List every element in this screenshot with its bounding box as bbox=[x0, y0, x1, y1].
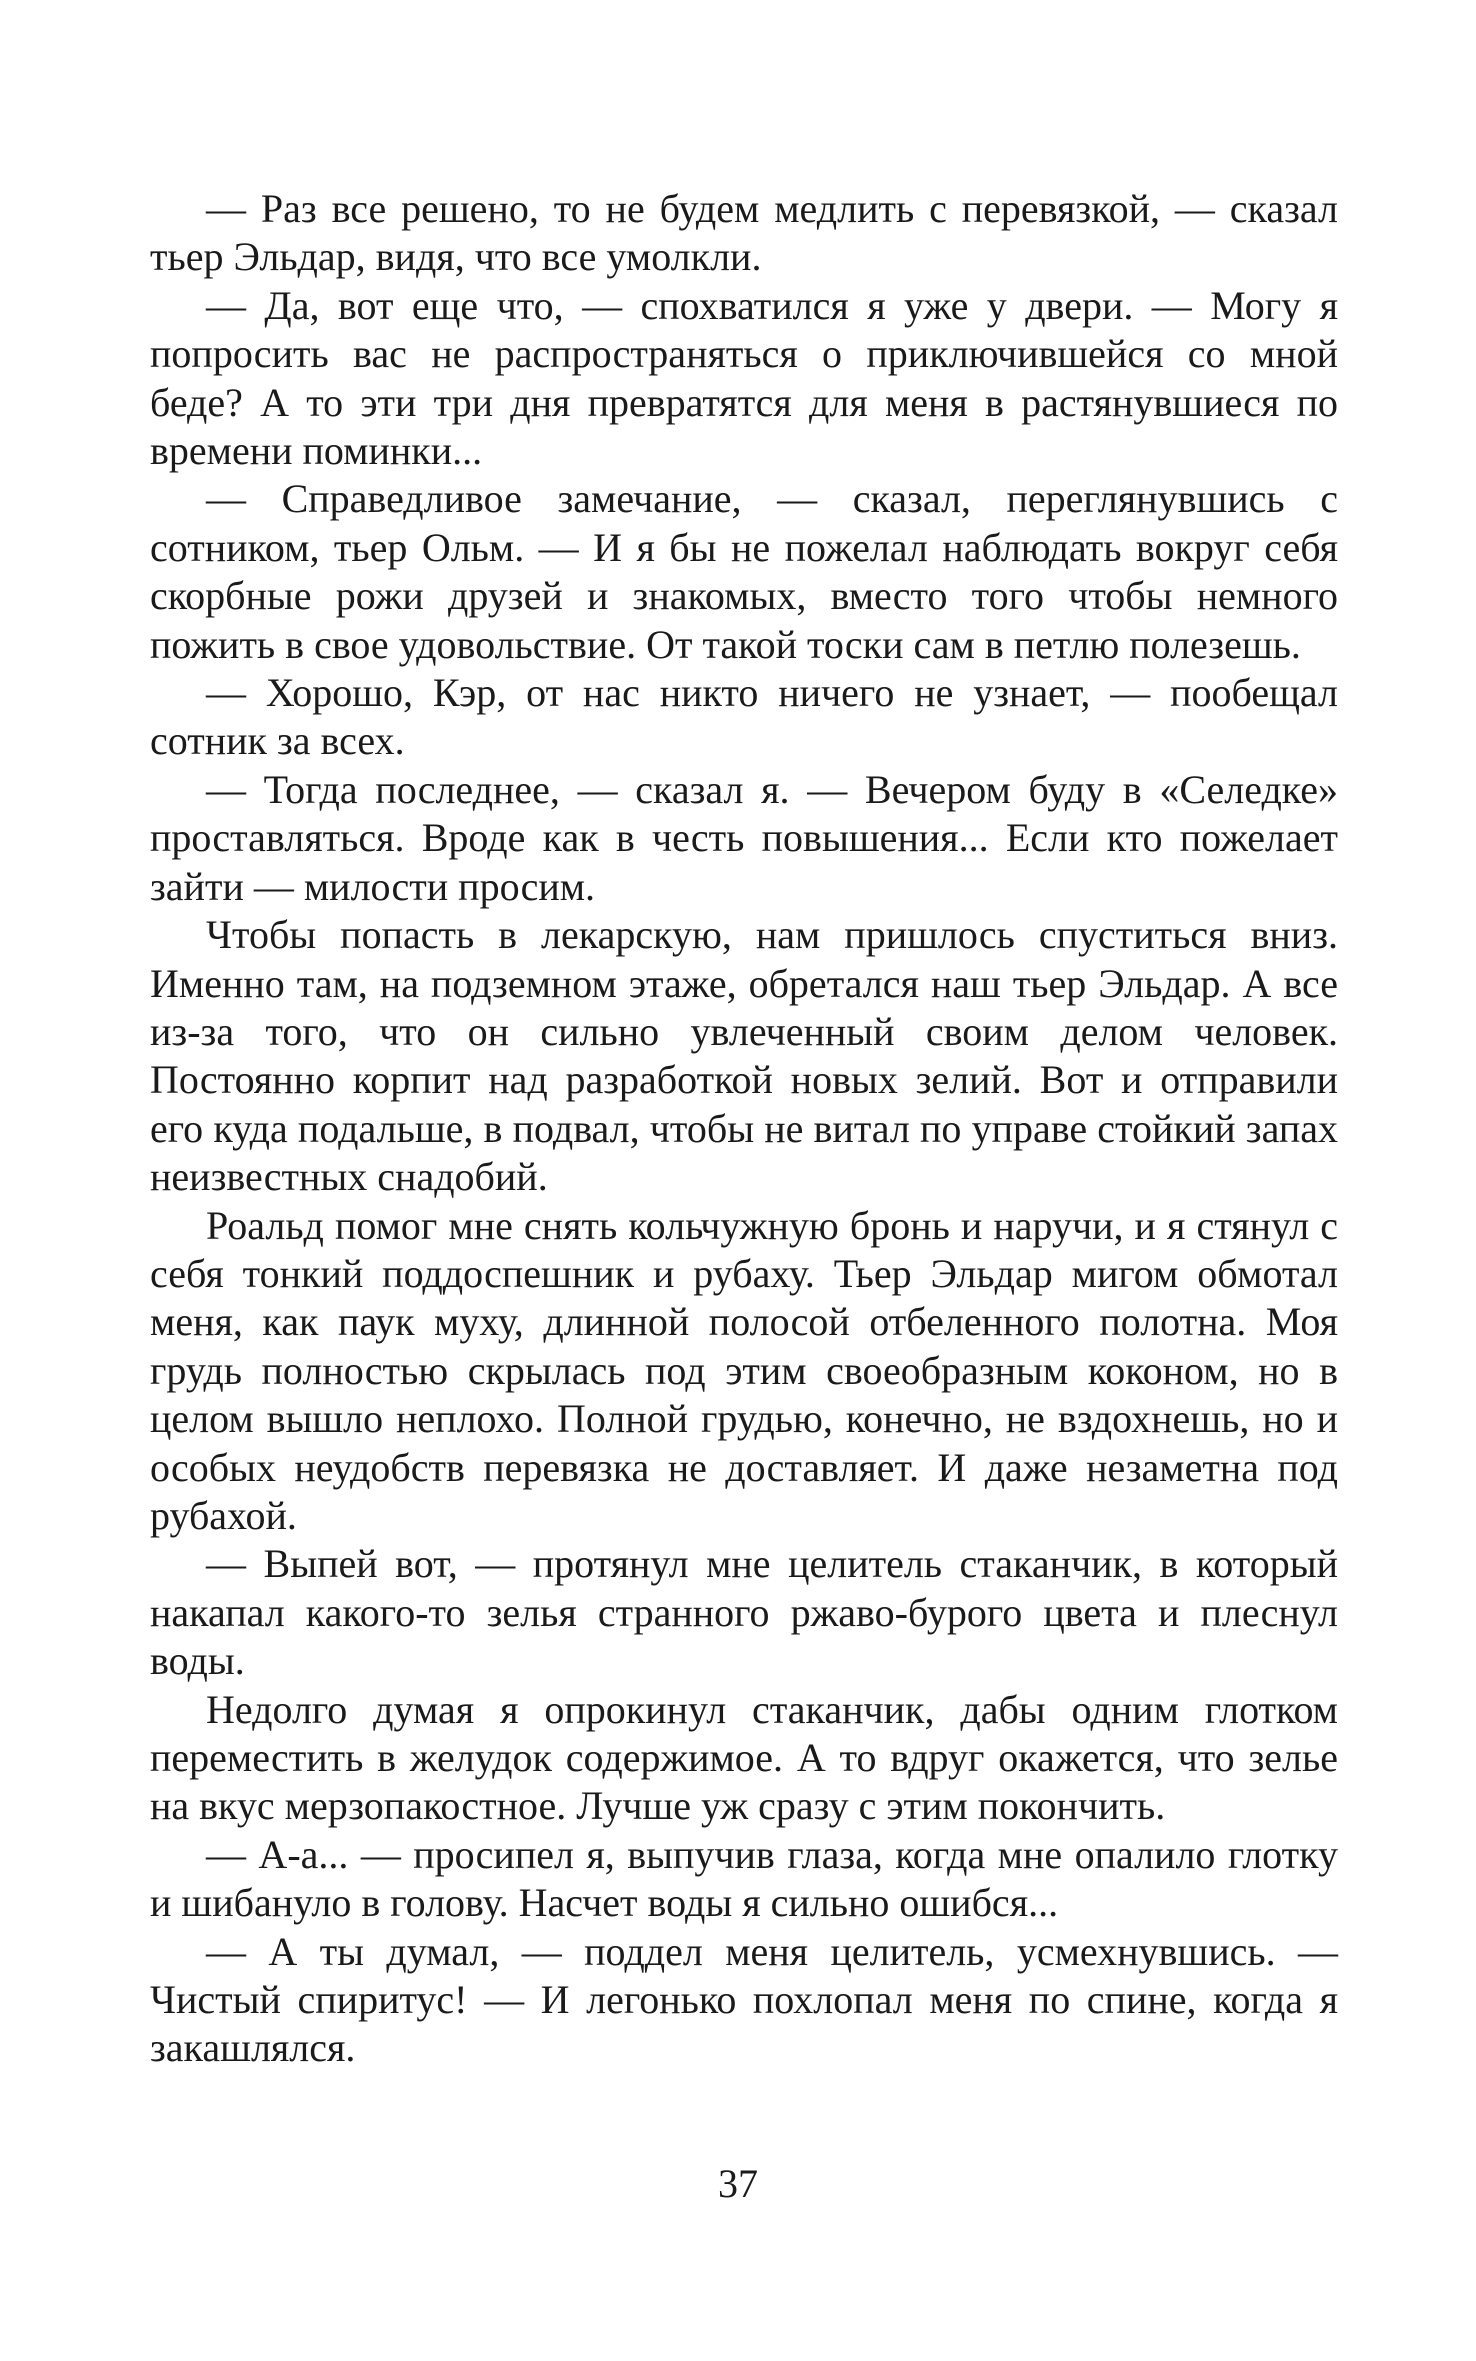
paragraph: — Хорошо, Кэр, от нас никто ничего не узнает, — пообещал сотник за всех. bbox=[150, 670, 1338, 764]
paragraph: — Да, вот еще что, — спохватился я уже у двери. — Могу я попросить вас не распространяться о приключившейся со мной беде? А то эти три дня превратятся для меня в растянувшиеся по времени поминки... bbox=[150, 282, 1338, 474]
paragraph: Чтобы попасть в лекарскую, нам пришлось спуститься вниз. Именно там, на подземном этаже, обретался наш тьер Эльдар. А все из-за того, что он сильно увлеченный своим делом человек. Постоянно корпит над разработкой новых зелий. Вот и отправили его куда подальше, в подвал, чтобы не витал по управе стойкий запах неизвестных снадобий. bbox=[150, 912, 1338, 1200]
paragraph: — Тогда последнее, — сказал я. — Вечером буду в «Селедке» проставляться. Вроде как в честь повышения... Если кто пожелает зайти — милости просим. bbox=[150, 766, 1338, 909]
paragraph: Недолго думая я опрокинул стаканчик, дабы одним глотком переместить в желудок содержимое. А то вдруг окажется, что зелье на вкус мерзопакостное. Лучше уж сразу с этим покончить. bbox=[150, 1686, 1338, 1829]
page-number: 37 bbox=[718, 2161, 758, 2206]
paragraph: — Справедливое замечание, — сказал, переглянувшись с сотником, тьер Ольм. — И я бы не пожелал наблюдать вокруг себя скорбные рожи друзей и знакомых, вместо того чтобы немного пожить в свое удовольствие. От такой тоски сам в петлю полезешь. bbox=[150, 476, 1338, 667]
paragraph: — А ты думал, — поддел меня целитель, усмехнувшись. — Чистый спиритус! — И легонько похлопал меня по спине, когда я закашлялся. bbox=[150, 1928, 1338, 2071]
paragraph: — Раз все решено, то не будем медлить с перевязкой, — сказал тьер Эльдар, видя, что все умолкли. bbox=[150, 186, 1338, 280]
paragraph: — А-а... — просипел я, выпучив глаза, когда мне опалило глотку и шибануло в голову. Насчет воды я сильно ошибся... bbox=[150, 1831, 1338, 1926]
paragraph: — Выпей вот, — протянул мне целитель стаканчик, в который накапал какого-то зелья странного ржаво-бурого цвета и плеснул воды. bbox=[150, 1541, 1338, 1684]
paragraph: Роальд помог мне снять кольчужную бронь и наручи, и я стянул с себя тонкий поддоспешник и рубаху. Тьер Эльдар мигом обмотал меня, как паук муху, длинной полосой отбеленного полотна. Моя грудь полностью скрылась под этим своеобразным коконом, но в целом вышло неплохо. Полной грудью, конечно, не вздохнешь, но и особых неудобств перевязка не доставляет. И даже незаметна под рубахой. bbox=[150, 1202, 1338, 1538]
body-text bbox=[150, 185, 1338, 2073]
